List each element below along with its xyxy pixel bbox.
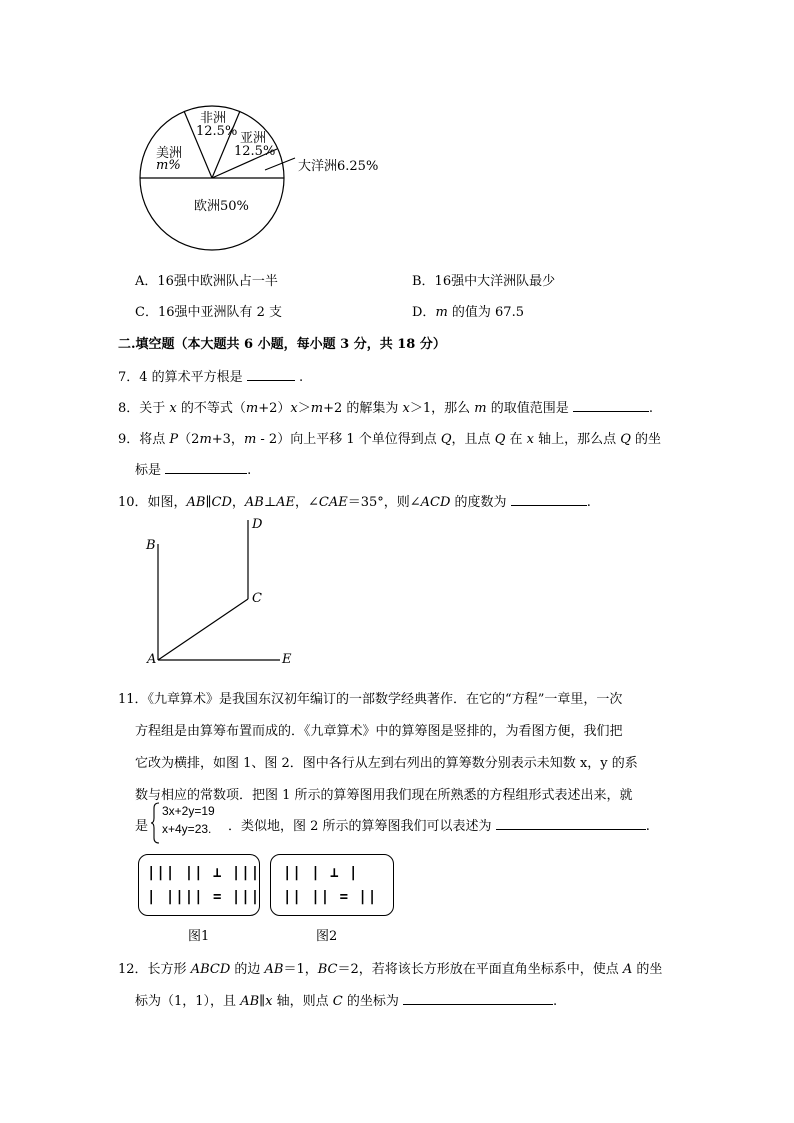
q10-blank[interactable]: [511, 493, 587, 506]
equation-system: [162, 802, 215, 838]
q9-var-m2: m: [243, 432, 257, 447]
question-12-line2: [135, 990, 557, 1009]
q9-text-g: 轴上，那么点: [533, 432, 621, 447]
fig2-row-2: || || = ||: [283, 889, 378, 905]
q8-blank[interactable]: [573, 399, 649, 412]
question-11-line3: 它改为横排，如图 1、图 2．图中各行从左到右列出的算筹数分别表示未知数 x，y 的系: [135, 756, 638, 771]
q12-var-abcd: ABCD: [190, 962, 231, 977]
q9-text-b: （2: [178, 432, 200, 447]
q10-geometry-figure: [140, 512, 300, 672]
q10-var-cae: CAE: [318, 495, 348, 510]
pie-chart: [130, 100, 400, 260]
q7-text: 7．4 的算术平方根是: [118, 370, 243, 385]
pie-label-america: 美洲: [156, 146, 183, 161]
q12-text-e: 的坐: [632, 962, 663, 977]
q8-var-x: x: [169, 401, 177, 416]
q6-option-d-suffix: 的值为 67.5: [447, 305, 524, 320]
pie-label-oceania: 大洋洲6.25%: [298, 159, 379, 174]
q8-text-f: ＞1，那么: [409, 401, 475, 416]
q12-text-b: 的边: [230, 962, 265, 977]
q8-var-m2: m: [310, 401, 324, 416]
q8-var-x2: x: [290, 401, 298, 416]
q9-var-x: x: [526, 432, 534, 447]
section-heading: 二.填空题（本大题共 6 小题，每小题 3 分，共 18 分）: [118, 337, 446, 352]
figure-2-caption: 图2: [316, 929, 338, 944]
q9-text-d: - 2）向上平移 1 个单位得到点: [256, 432, 441, 447]
q8-text-a: 8．关于: [118, 401, 170, 416]
q8-var-x3: x: [402, 401, 410, 416]
q12-line2-a: 标为（1，1），且: [135, 994, 241, 1009]
q9-text-e: ，且点: [451, 432, 495, 447]
q12-var-a: A: [622, 962, 633, 977]
fig2-row-1: || | ⊥ |: [283, 865, 359, 881]
q12-end: .: [553, 994, 558, 1009]
left-brace-icon: [150, 802, 160, 844]
q6-option-a: A．16强中欧洲队占一半: [135, 274, 278, 289]
q9-text-c: +3，: [211, 432, 244, 447]
q10-text-g: 的度数为: [450, 495, 507, 510]
equation-1: 3x+2y=19: [162, 804, 215, 818]
q11-line5-post: [228, 815, 650, 834]
counting-rod-figure-1: [138, 854, 260, 916]
counting-rod-figure-2: [270, 854, 394, 916]
q12-var-c: C: [332, 994, 343, 1009]
pie-label-europe: 欧洲50%: [194, 199, 249, 214]
q9-line2-text: 标是: [135, 463, 162, 478]
q12-text-a: 12．长方形: [118, 962, 191, 977]
point-label-d: D: [252, 517, 263, 532]
q7-end: .: [298, 370, 304, 385]
question-12: [118, 958, 662, 977]
q10-text-b: ∥: [205, 495, 212, 510]
q10-text-a: 10．如图，: [118, 495, 187, 510]
q8-text-c: +2）: [258, 401, 291, 416]
q9-end: .: [247, 463, 252, 478]
q6-option-d-var: m: [435, 305, 448, 320]
q9-text-a: 9．将点: [118, 432, 170, 447]
q12-line2-b: ∥: [259, 994, 266, 1009]
question-7: [118, 366, 303, 385]
q12-var-bc: BC: [317, 962, 338, 977]
point-label-b: B: [146, 538, 156, 553]
q12-text-d: ＝2，若将该长方形放在平面直角坐标系中，使点: [337, 962, 623, 977]
q9-text-f: 在: [505, 432, 527, 447]
q12-line2-c: 轴，则点: [272, 994, 333, 1009]
q12-var-ab: AB: [264, 962, 284, 977]
figure-1-caption: 图1: [188, 929, 210, 944]
q11-line5-post-text: ．类似地，图 2 所示的算筹图我们可以表述为: [228, 819, 492, 834]
point-label-c: C: [252, 591, 262, 606]
q11-end: .: [645, 819, 650, 834]
oceania-leader-line: [265, 158, 295, 170]
point-label-a: A: [147, 652, 157, 667]
pie-label-america-pct: m%: [156, 158, 181, 173]
q10-text-e: ，∠: [294, 495, 319, 510]
point-label-e: E: [282, 652, 292, 667]
fig1-row-2: | |||| = |||: [147, 889, 261, 905]
q10-var-ab1: AB: [186, 495, 206, 510]
q9-var-m1: m: [199, 432, 212, 447]
equation-2: x+4y=23.: [162, 822, 212, 836]
pie-label-asia-pct: 12.5%: [234, 144, 276, 159]
q8-text-b: 的不等式（: [176, 401, 246, 416]
q12-line2-d: 的坐标为: [342, 994, 399, 1009]
q6-option-c: C．16强中亚洲队有 2 支: [135, 305, 283, 320]
pie-label-asia: 亚洲: [240, 131, 267, 146]
q10-text-f: ＝35°，则∠: [347, 495, 421, 510]
q9-var-q3: Q: [620, 432, 631, 447]
question-11-line1: 11．《九章算术》是我国东汉初年编订的一部数学经典著作．在它的“方程”一章里，一次: [118, 692, 623, 707]
q9-blank[interactable]: [165, 461, 247, 474]
segment-ac: [158, 599, 248, 660]
question-8: [118, 397, 653, 416]
fig1-row-1: ||| || ⊥ |||: [147, 865, 261, 881]
q10-var-ae: AE: [276, 495, 295, 510]
q9-var-q2: Q: [494, 432, 506, 447]
q10-end: .: [586, 495, 591, 510]
question-11-line4: 数与相应的常数项．把图 1 所示的算筹图用我们现在所熟悉的方程组形式表述出来，就: [135, 788, 633, 803]
q10-text-d: ⊥: [263, 495, 277, 510]
q9-var-q1: Q: [440, 432, 452, 447]
question-11-line2: 方程组是由算筹布置而成的．《九章算术》中的算筹图是竖排的，为看图方便，我们把: [135, 724, 623, 739]
q9-text-h: 的坐: [630, 432, 662, 447]
q7-blank[interactable]: [247, 368, 295, 381]
pie-label-africa: 非洲: [200, 111, 227, 126]
q6-option-d: [412, 301, 524, 320]
q8-text-e: +2 的解集为: [323, 401, 403, 416]
question-9: [118, 428, 661, 447]
q10-var-cd: CD: [211, 495, 232, 510]
q12-var-x: x: [265, 994, 273, 1009]
q12-var-ab2: AB: [240, 994, 260, 1009]
q6-option-b: B．16强中大洋洲队最少: [412, 274, 556, 289]
q11-line5-pre: 是: [135, 819, 149, 834]
question-9-line2: [135, 459, 251, 478]
q8-text-d: ＞: [297, 401, 311, 416]
q8-var-m1: m: [245, 401, 259, 416]
q6-option-d-prefix: D．: [412, 305, 436, 320]
q8-var-m3: m: [474, 401, 487, 416]
pie-label-africa-pct: 12.5%: [196, 124, 238, 139]
q9-var-p: P: [169, 432, 179, 447]
q8-text-g: 的取值范围是: [486, 401, 569, 416]
q10-var-acd: ACD: [420, 495, 451, 510]
q11-blank[interactable]: [496, 817, 646, 830]
q12-blank[interactable]: [403, 992, 553, 1005]
q8-end: .: [648, 401, 654, 416]
q10-text-c: ，: [231, 495, 245, 510]
q10-var-ab2: AB: [244, 495, 264, 510]
question-10: [118, 491, 591, 510]
q12-text-c: ＝1，: [283, 962, 318, 977]
